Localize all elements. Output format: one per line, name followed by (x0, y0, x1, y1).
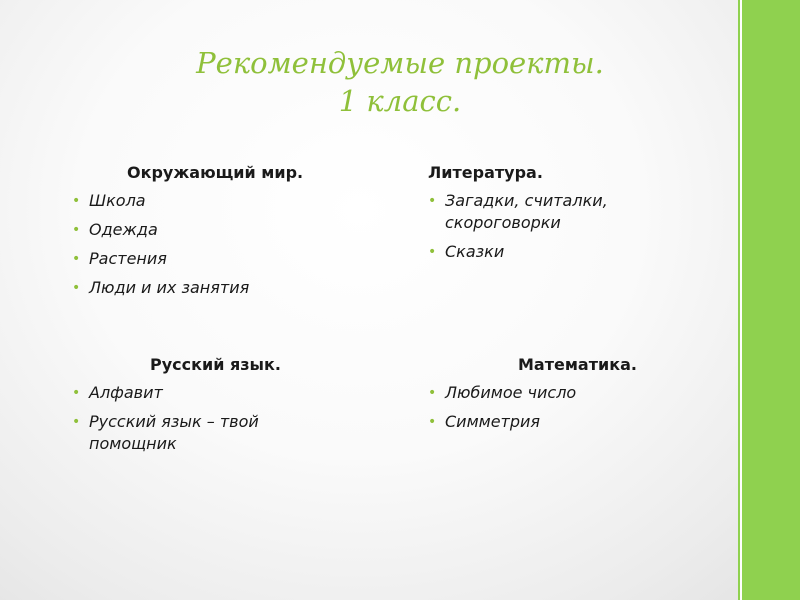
bullet-icon: • (428, 414, 437, 430)
list-item-text: Растения (89, 249, 167, 268)
section-environment (72, 163, 372, 299)
bullet-icon: • (72, 193, 81, 209)
section-mathematics (428, 355, 688, 433)
section-heading: Математика. (518, 355, 637, 374)
list-item-text: Симметрия (445, 412, 541, 431)
list-item (428, 241, 668, 263)
list-item (428, 411, 688, 433)
list-item (72, 382, 372, 404)
section-heading: Окружающий мир. (127, 163, 304, 182)
slide-title-line-2: 1 класс. (338, 84, 462, 118)
sidebar-accent-bar (738, 0, 800, 600)
list-item (72, 411, 319, 455)
list-item-text: Алфавит (89, 383, 163, 402)
section-heading: Литература. (428, 163, 543, 182)
bullet-icon: • (72, 385, 81, 401)
bullet-icon: • (72, 280, 81, 296)
list-item-text: Любимое число (445, 383, 577, 402)
list-item-text: Сказки (445, 242, 505, 261)
item-list (72, 190, 372, 299)
list-item-text: Загадки, считалки, скороговорки (445, 191, 608, 232)
item-list (428, 190, 668, 263)
list-item-text: Люди и их занятия (89, 278, 250, 297)
list-item (72, 219, 372, 241)
bullet-icon: • (72, 251, 81, 267)
list-item (428, 382, 688, 404)
list-item (72, 277, 372, 299)
slide-title (150, 44, 650, 120)
sidebar-divider-line (740, 0, 742, 600)
bullet-icon: • (428, 193, 437, 209)
bullet-icon: • (428, 244, 437, 260)
section-literature (428, 163, 668, 263)
section-russian-language (72, 355, 372, 455)
list-item-text: Школа (89, 191, 146, 210)
bullet-icon: • (72, 414, 81, 430)
item-list (72, 382, 372, 455)
bullet-icon: • (428, 385, 437, 401)
list-item (72, 190, 372, 212)
list-item-text: Русский язык – твой помощник (89, 412, 259, 453)
bullet-icon: • (72, 222, 81, 238)
slide-title-line-1: Рекомендуемые проекты. (196, 46, 604, 80)
list-item-text: Одежда (89, 220, 158, 239)
section-heading: Русский язык. (150, 355, 281, 374)
item-list (428, 382, 688, 433)
list-item (72, 248, 372, 270)
list-item (428, 190, 645, 234)
